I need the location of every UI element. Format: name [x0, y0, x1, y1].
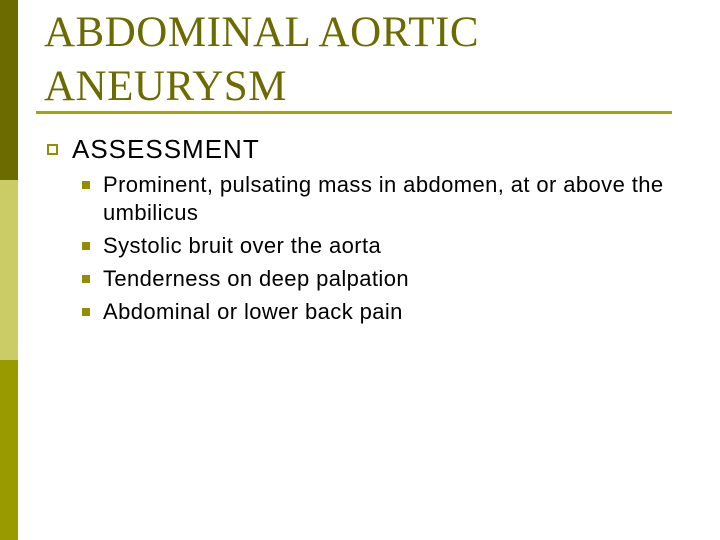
slide-title	[44, 6, 664, 114]
filled-square-bullet-icon	[82, 275, 90, 283]
sidebar-accent-bottom	[0, 360, 18, 540]
filled-square-bullet-icon	[82, 308, 90, 316]
sidebar-accent-top	[0, 0, 18, 180]
title-divider	[36, 111, 672, 114]
hollow-square-bullet-icon	[47, 144, 58, 155]
list-item-text: Systolic bruit over the aorta	[103, 233, 382, 258]
list-item	[80, 232, 690, 260]
sidebar-accent-middle	[0, 180, 18, 360]
slide-title-line-2: ANEURYSM	[44, 63, 287, 110]
list-item	[80, 298, 690, 326]
filled-square-bullet-icon	[82, 181, 90, 189]
list-item	[80, 265, 690, 293]
list-item-text: Abdominal or lower back pain	[103, 299, 403, 324]
section-heading	[44, 132, 684, 166]
section-heading-text: ASSESSMENT	[72, 134, 260, 164]
assessment-list	[80, 171, 690, 331]
list-item-text: Tenderness on deep palpation	[103, 266, 409, 291]
filled-square-bullet-icon	[82, 242, 90, 250]
list-item-text: Prominent, pulsating mass in abdomen, at or above the umbilicus	[103, 172, 664, 225]
slide-title-line-1: ABDOMINAL AORTIC	[44, 9, 480, 56]
list-item	[80, 171, 690, 227]
